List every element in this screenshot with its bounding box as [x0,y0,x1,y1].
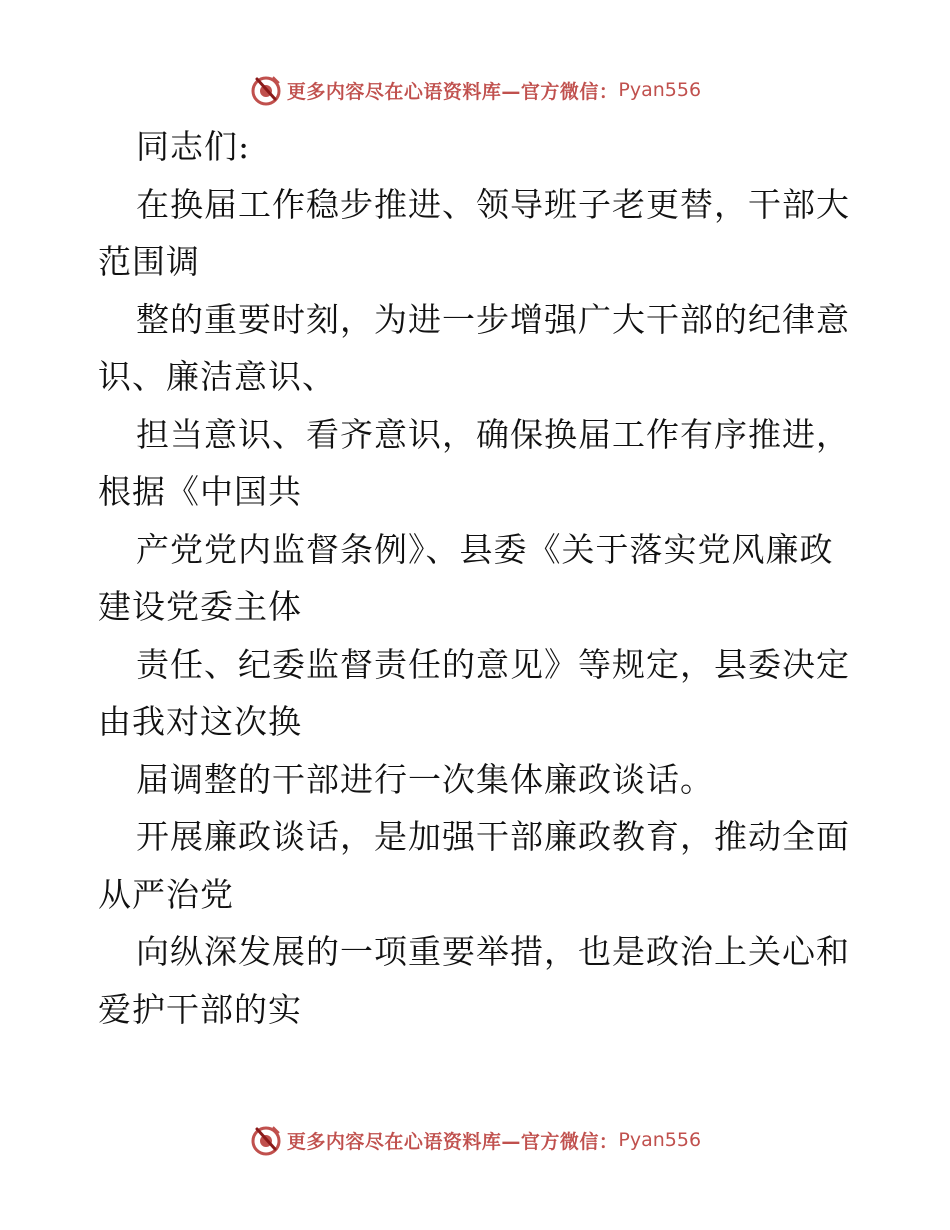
text-line: 担当意识、看齐意识，确保换届工作有序推进， [136,414,850,454]
text-line: 根据《中国共 [98,472,302,511]
text-line: 识、廉洁意识、 [98,357,336,396]
text-line: 由我对这次换 [98,702,302,741]
text-line: 责任、纪委监督责任的意见》等规定，县委决定 [136,644,850,684]
text-line: 开展廉政谈话，是加强干部廉政教育，推动全面 [136,817,850,856]
text-line: 届调整的干部进行一次集体廉政谈话。 [136,759,714,799]
text-line: 整的重要时刻，为进一步增强广大干部的纪律意 [136,299,850,339]
text-line: 建设党委主体 [98,587,302,626]
text-line: 爱护干部的实 [98,989,302,1029]
banner-wechat-id: Pyan556 [618,79,702,101]
banner-text: 更多内容尽在心语资料库—官方微信： [286,80,619,103]
pen-logo-icon [249,73,283,107]
header-banner [0,70,950,110]
pen-logo-icon [249,1123,283,1157]
text-line: 从严治党 [98,874,234,914]
banner-wechat-id: Pyan556 [618,1129,702,1151]
text-line: 产党党内监督条例》、县委《关于落实党风廉政 [136,529,834,569]
text-line: 同志们: [136,127,251,166]
footer-banner [0,1120,950,1160]
document-body [98,118,858,1038]
text-line: 向纵深发展的一项重要举措，也是政治上关心和 [136,932,850,971]
text-line: 在换届工作稳步推进、领导班子老更替，干部大 [136,184,850,224]
text-line: 范围调 [98,242,200,281]
banner-text: 更多内容尽在心语资料库—官方微信： [286,1130,619,1153]
